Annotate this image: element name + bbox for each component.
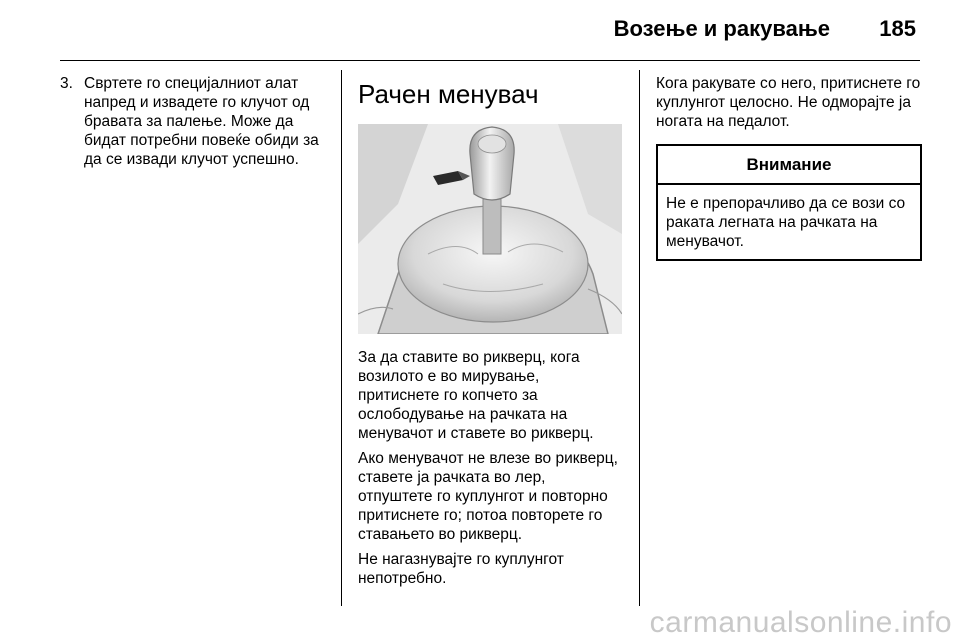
- section-title: Рачен менувач: [358, 79, 539, 109]
- paragraph-neutral: Ако менувачот не влезе во рикверц, ставете ја рачката во лер, отпуштете го куплунгот и повторно притиснете го; потоа повторете го ставањето во рикверц.: [358, 450, 618, 543]
- page-number: 185: [879, 16, 916, 41]
- warning-text: Не е препорачливо да се вози со раката легната на рачката на менувачот.: [666, 195, 906, 250]
- warning-box: [656, 144, 922, 261]
- list-item: [60, 74, 332, 169]
- header-title: Возење и ракување: [613, 16, 830, 41]
- list-item-text: Свртете го специјалниот алат напред и извадете го клучот од бравата за палење. Може да бидат потребни повеќе обиди за да се извади клучот успешно.: [84, 75, 319, 168]
- paragraph-clutch: Не нагазнувајте го куплунгот непотребно.: [358, 551, 564, 587]
- column-1: [60, 74, 332, 169]
- paragraph-reverse-gear: За да ставите во рикверц, кога возилото е во мирување, притиснете го копчето за ослободување на рачката на менувачот и ставете во рикверц.: [358, 349, 594, 442]
- warning-title: Внимание: [658, 146, 920, 185]
- column-divider-right: [639, 70, 640, 606]
- header-rule: [60, 60, 920, 61]
- gear-shift-lever-icon: [358, 124, 622, 334]
- paragraph-clutch-pedal: Кога ракувате со него, притиснете го куплунгот целосно. Не одморајте ја ногата на педалот.: [656, 75, 921, 130]
- column-divider-left: [341, 70, 342, 606]
- body-text: [358, 348, 624, 588]
- column-2: [358, 74, 624, 594]
- column-3: [656, 74, 922, 261]
- watermark: carmanualsonline.info: [649, 606, 952, 639]
- list-item-number: 3.: [60, 75, 73, 92]
